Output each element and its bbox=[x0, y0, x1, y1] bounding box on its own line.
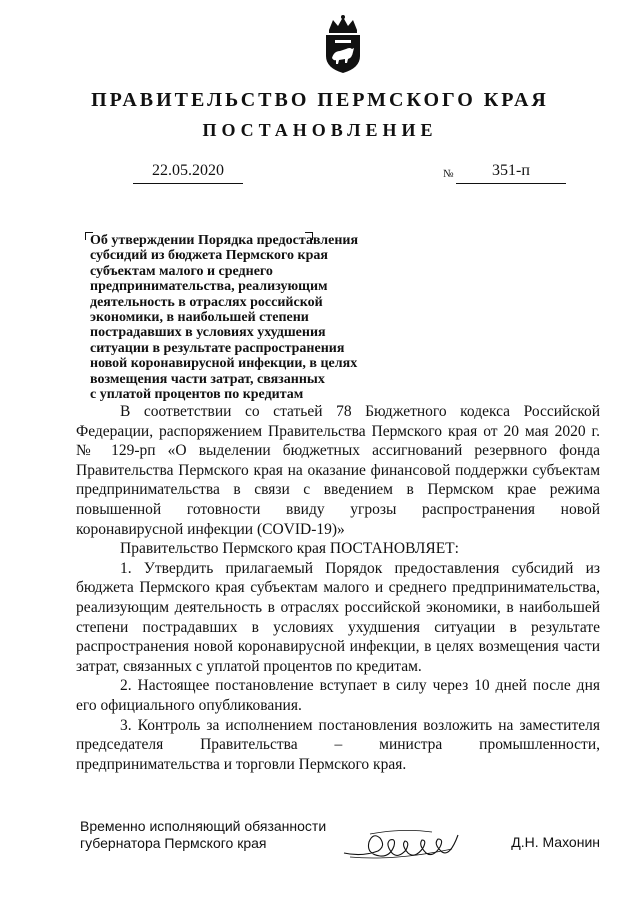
organization-title: ПРАВИТЕЛЬСТВО ПЕРМСКОГО КРАЯ bbox=[91, 89, 549, 111]
preamble-paragraph: В соответствии со статьей 78 Бюджетного кодекса Российской Федерации, распоряжением Правительства Пермского края от 20 мая 2020 г. № 129-рп «О выделении бюджетных ассигнований резервного фонда Правительства Пермского края на оказание финансовой поддержки субъектам предпринимательства в связи с введением в Пермском крае режима повышенной готовности ввиду угрозы распространения новой коронавирусной инфекции (COVID-19)» bbox=[76, 403, 600, 538]
item-1-paragraph: 1. Утвердить прилагаемый Порядок предоставления субсидий из бюджета Пермского края субъектам малого и среднего предпринимательства, реализующим деятельность в отраслях российской экономики, в наибольшей степени пострадавших в условиях ухудшения ситуации в результате распространения новой коронавирусной инфекции, в целях возмещения части затрат, связанных с уплатой процентов по кредитам. bbox=[76, 559, 600, 675]
item-2-paragraph: 2. Настоящее постановление вступает в силу через 10 дней после дня его официального опубликования. bbox=[76, 677, 600, 714]
signer-position bbox=[80, 818, 350, 851]
handwritten-signature bbox=[340, 826, 466, 862]
subject-line: новой коронавирусной инфекции, в целях bbox=[90, 356, 358, 372]
document-date: 22.05.2020 bbox=[133, 161, 243, 184]
document-type-title: ПОСТАНОВЛЕНИЕ bbox=[202, 120, 438, 140]
document-subject bbox=[90, 233, 390, 402]
signer-position-line-2: губернатора Пермского края bbox=[80, 834, 267, 851]
subject-line: с уплатой процентов по кредитам bbox=[90, 387, 304, 403]
document-number: 351-п bbox=[456, 161, 566, 184]
number-sign: № bbox=[443, 168, 454, 180]
subject-line: субъектам малого и среднего bbox=[90, 263, 273, 279]
signer-name: Д.Н. Махонин bbox=[511, 834, 600, 850]
subject-line: пострадавших в условиях ухудшения bbox=[90, 325, 326, 341]
document-body bbox=[76, 402, 600, 774]
subject-line: субсидий из бюджета Пермского края bbox=[90, 248, 328, 264]
subject-line: экономики, в наибольшей степени bbox=[90, 310, 309, 326]
item-3-paragraph: 3. Контроль за исполнением постановления возложить на заместителя председателя Правительства – министра промышленности, предпринимательства и торговли Пермского края. bbox=[76, 716, 600, 773]
subject-line: Об утверждении Порядка предоставления bbox=[90, 233, 359, 248]
subject-line: деятельность в отраслях российской bbox=[90, 294, 323, 310]
coat-of-arms-icon bbox=[321, 14, 365, 74]
resolution-paragraph: Правительство Пермского края ПОСТАНОВЛЯЕТ: bbox=[120, 540, 459, 558]
subject-line: ситуации в результате распространения bbox=[90, 340, 345, 356]
subject-line: возмещения части затрат, связанных bbox=[90, 371, 325, 387]
subject-line: предпринимательства, реализующим bbox=[90, 279, 328, 295]
signer-position-line-1: Временно исполняющий обязанности bbox=[80, 818, 327, 834]
